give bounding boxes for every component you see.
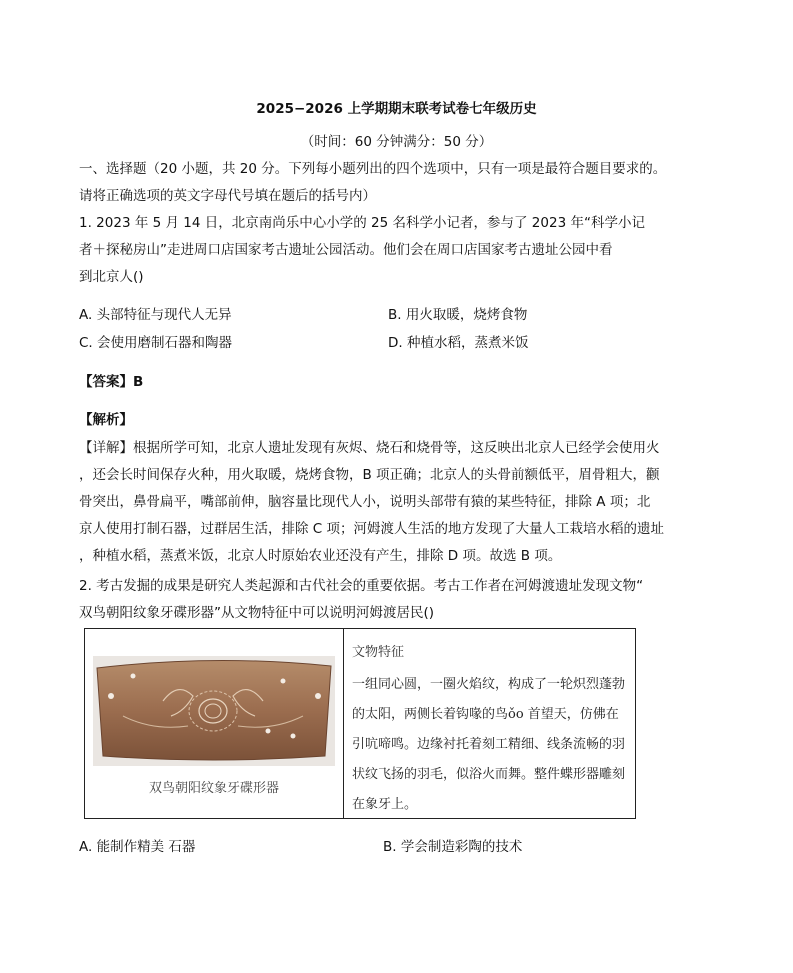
q1-stem-line1: 1. 2023 年 5 月 14 日，北京南尚乐中心小学的 25 名科学小记者，参与了 2023 年“科学小记 (79, 215, 645, 231)
table-divider (343, 629, 344, 818)
feature-line: 的太阳，两侧长着钩喙的鸟ǒo 首望天，仿佛在 (352, 707, 619, 722)
ivory-butterfly-artifact-image (93, 656, 335, 766)
q1-detail-line1: 【详解】根据所学可知，北京人遗址发现有灰烬、烧石和烧骨等，这反映出北京人已经学会使用火 (79, 440, 660, 456)
q2-option-b: B. 学会制造彩陶的技术 (383, 839, 523, 855)
q1-stem-line3: 到北京人() (79, 269, 144, 285)
q2-option-a: A. 能制作精美 石器 (79, 839, 196, 855)
feature-line: 引吭啼鸣。边缘衬托着刻工精细、线条流畅的羽 (352, 737, 626, 752)
q1-analysis-label: 【解析】 (79, 412, 133, 428)
q1-detail-line5: ，种植水稻，蒸煮米饭，北京人时原始农业还没有产生，排除 D 项。故选 B 项。 (79, 548, 562, 564)
q1-option-c: C. 会使用磨制石器和陶器 (79, 335, 233, 351)
section-instructions-line1: 一、选择题（20 小题，共 20 分。下列每小题列出的四个选项中，只有一项是最符合题目要求的。 (79, 161, 667, 177)
q2-stem-line1: 2. 考古发掘的成果是研究人类起源和古代社会的重要依据。考古工作者在河姆渡遗址发现文物“ (79, 578, 644, 594)
exam-subtitle: （时间：60 分钟满分：50 分） (300, 134, 493, 150)
q1-stem-line2: 者＋探秘房山”走进周口店国家考古遗址公园活动。他们会在周口店国家考古遗址公园中看 (79, 242, 613, 258)
q2-stem-line2: 双鸟朝阳纹象牙碟形器”从文物特征中可以说明河姆渡居民() (79, 605, 435, 621)
exam-title: 2025−2026 上学期期末联考试卷七年级历史 (256, 101, 537, 117)
feature-line: 一组同心圆，一圈火焰纹，构成了一轮炽烈蓬勃 (352, 677, 626, 692)
section-instructions-line2: 请将正确选项的英文字母代号填在题后的括号内） (79, 188, 376, 204)
feature-line: 在象牙上。 (352, 797, 418, 812)
feature-heading: 文物特征 (352, 645, 405, 660)
q1-detail-line2: ，还会长时间保存火种，用火取暖，烧烤食物，B 项正确；北京人的头骨前额低平，眉骨粗大，颧 (79, 467, 660, 483)
q1-option-a: A. 头部特征与现代人无异 (79, 307, 232, 323)
q1-detail-line3: 骨突出，鼻骨扁平，嘴部前伸，脑容量比现代人小，说明头部带有猿的某些特征，排除 A 项；北 (79, 494, 651, 510)
q1-option-b: B. 用火取暖，烧烤食物 (388, 307, 528, 323)
image-caption: 双鸟朝阳纹象牙碟形器 (148, 781, 279, 796)
q1-detail-line4: 京人使用打制石器，过群居生活，排除 C 项；河姆渡人生活的地方发现了大量人工栽培水稻的遗址 (79, 521, 665, 537)
feature-line: 状纹飞扬的羽毛，似浴火而舞。整件蝶形器雕刻 (352, 767, 626, 782)
artifact-table (84, 628, 636, 819)
q1-option-d: D. 种植水稻，蒸煮米饭 (388, 335, 529, 351)
q1-answer: 【答案】B (79, 374, 144, 390)
